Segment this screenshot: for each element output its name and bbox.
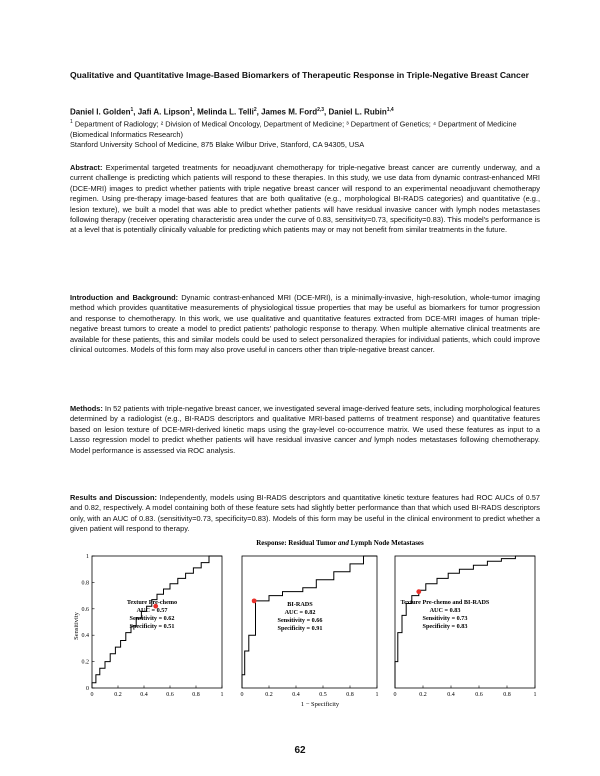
roc-panels xyxy=(82,554,537,698)
author-name: Melinda L. Telli xyxy=(197,107,254,117)
methods-heading: Methods: xyxy=(70,404,103,413)
methods-section xyxy=(70,404,540,456)
x-tick-label: 0.4 xyxy=(292,692,300,698)
roc-chart-canvas xyxy=(70,536,540,708)
specificity-label: Specificity = 0.51 xyxy=(129,623,175,630)
author-name: James M. Ford xyxy=(261,107,318,117)
y-tick-label: 0.6 xyxy=(81,606,89,613)
sensitivity-label: Sensitivity = 0.73 xyxy=(422,615,468,622)
introduction-text: Dynamic contrast-enhanced MRI (DCE-MRI), is a minimally-invasive, high-resolution, whole-tumor imaging method which provides quantitative measurements of physiological tissue properties that may be useful as biomarkers for tumor progression and response to chemotherapy. In this work, we use qualitative and quantitative features extracted from DCE-MRI images of human triple-negative breast tumors to create a model to predict patients' pathologic response to therapy. When multiple alternative clinical treatments are available for these patients, this and similar models could be used to select personalized therapies for individual patients, which could improve clinical outcomes. Models of this form may also prove useful in cancers other than triple-negative breast cancer. xyxy=(70,293,540,355)
methods-text: In 52 patients with triple-negative breast cancer, we investigated several image-derived feature sets, including morphological features determined by a radiologist (e.g., BI-RADS descriptors and qualitative MRI-based patterns of treatment response) and quantitative features based on lesion texture of DCE-MRI-derived kinetic maps using the gray-level co-occurrence matrix. We used these features as input to a Lasso regression model to predict whether patients will have residual invasive cancer xyxy=(70,404,540,445)
auc-label: AUC = 0.83 xyxy=(429,607,461,614)
affiliation-mark: 1 xyxy=(70,119,73,125)
roc-figure xyxy=(70,536,540,708)
x-tick-label: 0.2 xyxy=(419,692,427,698)
results-heading: Results and Discussion: xyxy=(70,493,157,502)
x-tick-label: 0.5 xyxy=(319,692,327,698)
panel-title: BI-RADS xyxy=(287,601,313,608)
figure-title: Response: Residual Tumor and Lymph Node Metastases xyxy=(256,539,424,547)
author-name: Jafi A. Lipson xyxy=(137,107,190,117)
paper-title: Qualitative and Quantitative Image-Based Biomarkers of Therapeutic Response in Triple-Negative Breast Cancer xyxy=(70,70,529,80)
x-tick-label: 0.2 xyxy=(265,692,273,698)
x-tick-label: 0.6 xyxy=(166,692,174,698)
author-affiliation-mark: 1,4 xyxy=(386,107,394,113)
auc-label: AUC = 0.82 xyxy=(284,609,316,616)
results-section xyxy=(70,493,540,535)
panel-title: Texture Pre-chemo and BI-RADS xyxy=(400,599,490,606)
x-tick-label: 1 xyxy=(220,692,224,698)
author-name: Daniel I. Golden xyxy=(70,107,131,117)
x-tick-label: 1 xyxy=(375,692,379,698)
plot-frame xyxy=(92,556,222,688)
x-tick-label: 0.8 xyxy=(503,692,511,698)
author-list: Daniel I. Golden$^1$, Jafi A. Lipson$^1$, Melinda L. Telli$^2$, James M. Ford$^{2,3}$, Daniel L. Rubin$^{1,4}$ xyxy=(70,107,394,117)
y-axis-label: Sensitivity xyxy=(73,612,80,640)
y-tick-label: 0.8 xyxy=(81,580,89,587)
x-tick-label: 0.4 xyxy=(447,692,455,698)
specificity-label: Specificity = 0.91 xyxy=(277,625,323,632)
sensitivity-label: Sensitivity = 0.66 xyxy=(277,617,323,624)
results-text: Independently, models using BI-RADS descriptors and quantitative kinetic texture features had ROC AUCs of 0.57 and 0.82, respectively. A model containing both of these feature sets had slightly better performance than that which used BI-RADS descriptors only, with an AUC of 0.83. (sensitivity=0.73, specificity=0.83). Models of this form may be useful in the clinical environment to predict whether a given patient will respond to therapy. xyxy=(70,493,540,534)
x-tick-label: 0.8 xyxy=(192,692,200,698)
author-affiliation-mark: 2,3 xyxy=(317,107,325,113)
author-name: Daniel L. Rubin xyxy=(328,107,387,117)
y-tick-label: 1 xyxy=(86,554,89,560)
x-tick-label: 0.8 xyxy=(346,692,354,698)
roc-curve xyxy=(92,556,222,688)
x-axis-label: 1 − Specificity xyxy=(300,701,340,708)
operating-point-marker xyxy=(252,598,257,603)
methods-emphasis: and xyxy=(359,435,372,445)
page-number: 62 xyxy=(294,745,306,756)
affiliation-address: Stanford University School of Medicine, 875 Blake Wilbur Drive, Stanford, CA 94305, USA xyxy=(70,140,365,150)
roc-curve xyxy=(395,556,535,688)
panel-title: Texture Pre-chemo xyxy=(126,599,178,606)
specificity-label: Specificity = 0.83 xyxy=(422,623,468,630)
plot-frame xyxy=(395,556,535,688)
introduction-heading: Introduction and Background: xyxy=(70,293,179,302)
methods-text-end: lymph nodes metastases following chemotherapy. Model performance is assessed via ROC analysis. xyxy=(70,435,540,455)
x-tick-label: 0.4 xyxy=(140,692,148,698)
x-tick-label: 0.2 xyxy=(114,692,122,698)
abstract-heading: Abstract: xyxy=(70,163,103,172)
x-tick-label: 1 xyxy=(533,692,537,698)
y-tick-label: 0.2 xyxy=(81,659,89,666)
author-affiliation-mark: 2 xyxy=(253,107,257,113)
affiliations xyxy=(70,117,540,151)
sensitivity-label: Sensitivity = 0.62 xyxy=(129,615,175,622)
auc-label: AUC = 0.57 xyxy=(136,607,168,614)
x-tick-label: 0 xyxy=(90,692,94,698)
y-tick-label: 0 xyxy=(86,686,89,692)
abstract-section xyxy=(70,163,540,236)
affiliation-departments: Department of Radiology; ² Division of Medical Oncology, Department of Medicine; ³ Department of Genetics; ⁴ Department of Medicine (Biomedical Informatics Research) xyxy=(70,119,517,139)
abstract-text: Experimental targeted treatments for neoadjuvant chemotherapy for triple-negative breast cancer are currently underway, and a current challenge is predicting which patients will respond to these therapies. In this study, we use data from dynamic contrast-enhanced MRI (DCE-MRI) images to predict whether patients with triple negative breast cancer will respond to an experimental neoadjuvant chemotherapy regimen. Using pre-therapy image-based features that are both qualitative (e.g., morphological BI-RADS categories) and quantitative (e.g., lesion texture), we built a model that was able to predict whether patients will have residual invasive cancer with lymph nodes metastases following therapy (receiver operating characteristic area under the curve of 0.83, sensitivity=0.73, specificity=0.83). This model's performance is at a level that is potentially clinically valuable for predicting which patients may or may not benefit from similar treatments in the future. xyxy=(70,163,540,235)
y-tick-label: 0.4 xyxy=(81,633,89,640)
author-affiliation-mark: 1 xyxy=(189,107,193,113)
introduction-section xyxy=(70,293,540,355)
x-tick-label: 0.6 xyxy=(475,692,483,698)
x-tick-label: 0 xyxy=(393,692,397,698)
author-affiliation-mark: 1 xyxy=(130,107,134,113)
operating-point-marker xyxy=(416,589,421,594)
x-tick-label: 0 xyxy=(240,692,244,698)
